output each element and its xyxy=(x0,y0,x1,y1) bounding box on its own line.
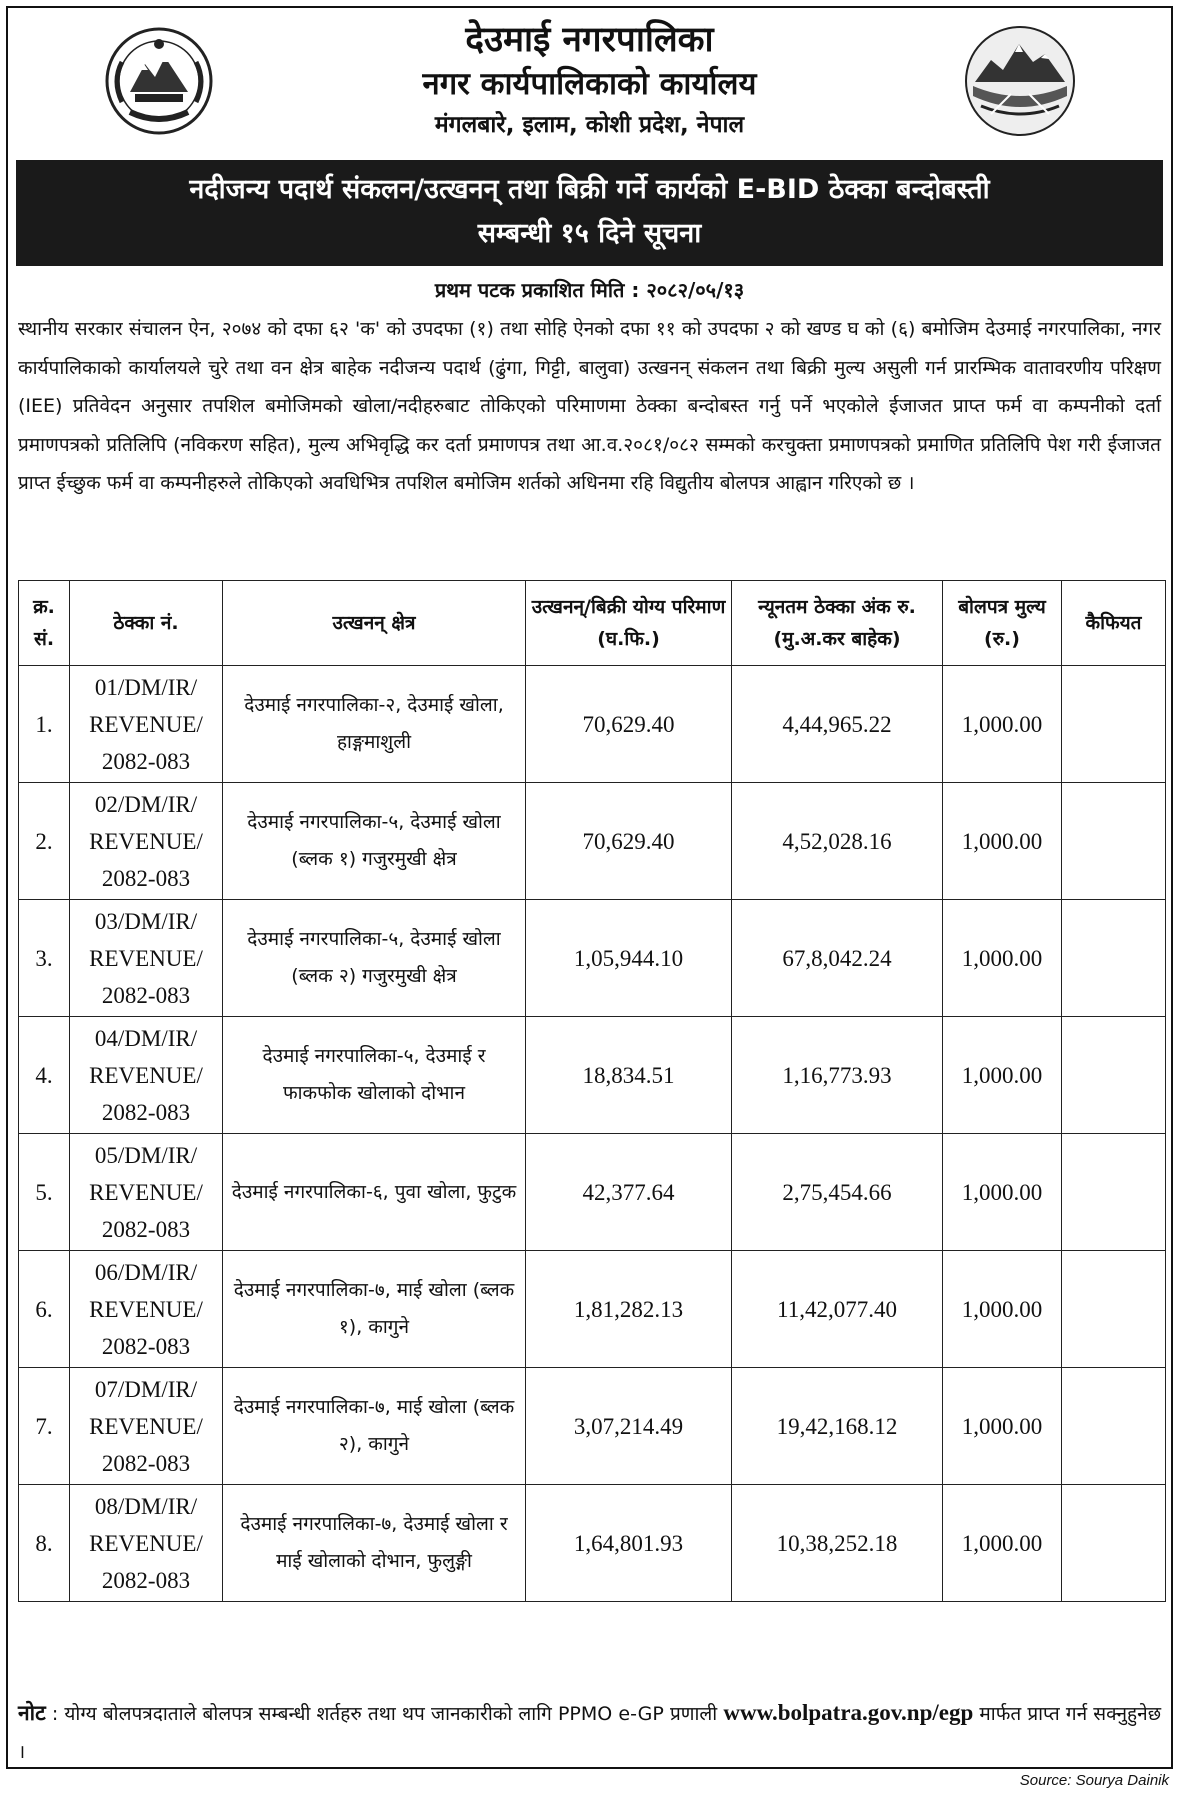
note-label: नोट xyxy=(18,1701,46,1725)
cell-bid-fee: 1,000.00 xyxy=(943,1368,1062,1485)
cell-area: देउमाई नगरपालिका-६, पुवा खोला, फुटुक xyxy=(223,1134,526,1251)
office-address: मंगलबारे, इलाम, कोशी प्रदेश, नेपाल xyxy=(434,112,745,138)
col-header-quantity: उत्खनन्/बिक्री योग्य परिमाण (घ.फि.) xyxy=(526,581,732,666)
cell-area: देउमाई नगरपालिका-५, देउमाई खोला (ब्लक १) गजुरमुखी क्षेत्र xyxy=(223,783,526,900)
cell-bid-fee: 1,000.00 xyxy=(943,1017,1062,1134)
cell-area: देउमाई नगरपालिका-२, देउमाई खोला, हाङ्गमाशुली xyxy=(223,666,526,783)
cell-min-amount: 19,42,168.12 xyxy=(732,1368,943,1485)
contract-table xyxy=(18,580,1166,1602)
cell-min-amount: 2,75,454.66 xyxy=(732,1134,943,1251)
cell-remarks xyxy=(1062,666,1166,783)
cell-remarks xyxy=(1062,1017,1166,1134)
table-header-row xyxy=(19,581,1166,666)
cell-quantity: 42,377.64 xyxy=(526,1134,732,1251)
cell-sn: 6. xyxy=(19,1251,70,1368)
cell-min-amount: 4,44,965.22 xyxy=(732,666,943,783)
cell-min-amount: 67,8,042.24 xyxy=(732,900,943,1017)
cell-contract-no: 04/DM/IR/ REVENUE/ 2082-083 xyxy=(70,1017,223,1134)
cell-quantity: 70,629.40 xyxy=(526,666,732,783)
cell-sn: 8. xyxy=(19,1485,70,1602)
cell-quantity: 70,629.40 xyxy=(526,783,732,900)
cell-contract-no: 08/DM/IR/ REVENUE/ 2082-083 xyxy=(70,1485,223,1602)
cell-remarks xyxy=(1062,1251,1166,1368)
cell-min-amount: 1,16,773.93 xyxy=(732,1017,943,1134)
table-row xyxy=(19,666,1166,783)
municipality-name: देउमाई नगरपालिका xyxy=(465,20,714,60)
cell-quantity: 1,81,282.13 xyxy=(526,1251,732,1368)
cell-contract-no: 06/DM/IR/ REVENUE/ 2082-083 xyxy=(70,1251,223,1368)
note-text-end: मार्फत प्राप्त गर्न सक्नुहुनेछ । xyxy=(18,1703,1162,1763)
cell-quantity: 18,834.51 xyxy=(526,1017,732,1134)
cell-contract-no: 02/DM/IR/ REVENUE/ 2082-083 xyxy=(70,783,223,900)
col-header-area: उत्खनन् क्षेत्र xyxy=(223,581,526,666)
cell-area: देउमाई नगरपालिका-७, देउमाई खोला र माई खोलाको दोभान, फुलुङ्गी xyxy=(223,1485,526,1602)
table-row xyxy=(19,1134,1166,1251)
col-header-bid-fee: बोलपत्र मुल्य (रु.) xyxy=(943,581,1062,666)
cell-bid-fee: 1,000.00 xyxy=(943,900,1062,1017)
table-row xyxy=(19,900,1166,1017)
cell-contract-no: 07/DM/IR/ REVENUE/ 2082-083 xyxy=(70,1368,223,1485)
notice-title-line2: सम्बन्धी १५ दिने सूचना xyxy=(477,218,702,249)
cell-contract-no: 03/DM/IR/ REVENUE/ 2082-083 xyxy=(70,900,223,1017)
cell-bid-fee: 1,000.00 xyxy=(943,666,1062,783)
cell-sn: 4. xyxy=(19,1017,70,1134)
cell-remarks xyxy=(1062,783,1166,900)
col-header-sn: क्र. सं. xyxy=(19,581,70,666)
notice-title-banner xyxy=(16,160,1163,266)
bolpatra-link[interactable]: www.bolpatra.gov.np/egp xyxy=(723,1700,974,1725)
cell-area: देउमाई नगरपालिका-५, देउमाई खोला (ब्लक २) गजुरमुखी क्षेत्र xyxy=(223,900,526,1017)
notice-page xyxy=(6,6,1173,1769)
table-row xyxy=(19,1251,1166,1368)
cell-sn: 7. xyxy=(19,1368,70,1485)
col-header-min-amount: न्यूनतम ठेक्का अंक रु. (मु.अ.कर बाहेक) xyxy=(732,581,943,666)
table-row xyxy=(19,783,1166,900)
cell-sn: 3. xyxy=(19,900,70,1017)
published-date: प्रथम पटक प्रकाशित मिति : २०८२/०५/१३ xyxy=(434,278,745,302)
cell-sn: 2. xyxy=(19,783,70,900)
cell-remarks xyxy=(1062,1485,1166,1602)
cell-min-amount: 4,52,028.16 xyxy=(732,783,943,900)
cell-bid-fee: 1,000.00 xyxy=(943,1134,1062,1251)
col-header-remarks: कैफियत xyxy=(1062,581,1166,666)
header xyxy=(8,8,1171,158)
cell-contract-no: 05/DM/IR/ REVENUE/ 2082-083 xyxy=(70,1134,223,1251)
col-header-contract-no: ठेक्का नं. xyxy=(70,581,223,666)
table-row xyxy=(19,1368,1166,1485)
municipality-logo-icon xyxy=(961,22,1079,140)
cell-area: देउमाई नगरपालिका-७, माई खोला (ब्लक २), कागुने xyxy=(223,1368,526,1485)
cell-quantity: 1,05,944.10 xyxy=(526,900,732,1017)
cell-area: देउमाई नगरपालिका-७, माई खोला (ब्लक १), कागुने xyxy=(223,1251,526,1368)
cell-quantity: 1,64,801.93 xyxy=(526,1485,732,1602)
source-credit: Source: Sourya Dainik xyxy=(1019,1772,1169,1789)
cell-sn: 5. xyxy=(19,1134,70,1251)
cell-min-amount: 11,42,077.40 xyxy=(732,1251,943,1368)
cell-quantity: 3,07,214.49 xyxy=(526,1368,732,1485)
table-row xyxy=(19,1017,1166,1134)
cell-remarks xyxy=(1062,1368,1166,1485)
cell-bid-fee: 1,000.00 xyxy=(943,783,1062,900)
cell-remarks xyxy=(1062,900,1166,1017)
office-name: नगर कार्यपालिकाको कार्यालय xyxy=(422,66,757,102)
cell-sn: 1. xyxy=(19,666,70,783)
notice-title-line1: नदीजन्य पदार्थ संकलन/उत्खनन् तथा बिक्री गर्ने कार्यको E-BID ठेक्का बन्दोबस्ती xyxy=(189,174,990,205)
note-text: : योग्य बोलपत्रदाताले बोलपत्र सम्बन्धी शर्तहरु तथा थप जानकारीको लागि PPMO e-GP प्रणाली xyxy=(51,1703,718,1725)
table-row xyxy=(19,1485,1166,1602)
cell-area: देउमाई नगरपालिका-५, देउमाई र फाकफोक खोलाको दोभान xyxy=(223,1017,526,1134)
cell-contract-no: 01/DM/IR/ REVENUE/ 2082-083 xyxy=(70,666,223,783)
cell-bid-fee: 1,000.00 xyxy=(943,1251,1062,1368)
cell-remarks xyxy=(1062,1134,1166,1251)
note-section xyxy=(18,1694,1161,1771)
cell-bid-fee: 1,000.00 xyxy=(943,1485,1062,1602)
cell-min-amount: 10,38,252.18 xyxy=(732,1485,943,1602)
intro-paragraph: स्थानीय सरकार संचालन ऐन, २०७४ को दफा ६२ 'क' को उपदफा (१) तथा सोहि ऐनको दफा ११ को उपदफा २ को खण्ड घ को (६) बमोजिम देउमाई नगरपालिका, नगर कार्यपालिकाको कार्यालयले चुरे तथा वन क्षेत्र बाहेक नदीजन्य पदार्थ (ढुंगा, गिट्टी, बालुवा) उत्खनन् संकलन तथा बिक्री मुल्य असुली गर्न प्रारम्भिक वातावरणीय परिक्षण (IEE) प्रतिवेदन अनुसार तपशिल बमोजिमको खोला/नदीहरुबाट तोकिएको परिमाणमा ठेक्का बन्दोबस्त गर्नु पर्ने भएकोले ईजाजत प्राप्त फर्म वा कम्पनीको दर्ता प्रमाणपत्रको प्रतिलिपि (नविकरण सहित), मुल्य अभिवृद्धि कर दर्ता प्रमाणपत्र तथा आ.व.२०८१/०८२ सम्मको करचुक्ता प्रमाणपत्रको प्रमाणित प्रतिलिपि पेश गरी ईजाजत प्राप्त ईच्छुक फर्म वा कम्पनीहरुले तोकिएको अवधिभित्र तपशिल बमोजिम शर्तको अधिनमा रहि विद्युतीय बोलपत्र आह्वान गरिएको छ । xyxy=(18,318,1161,494)
